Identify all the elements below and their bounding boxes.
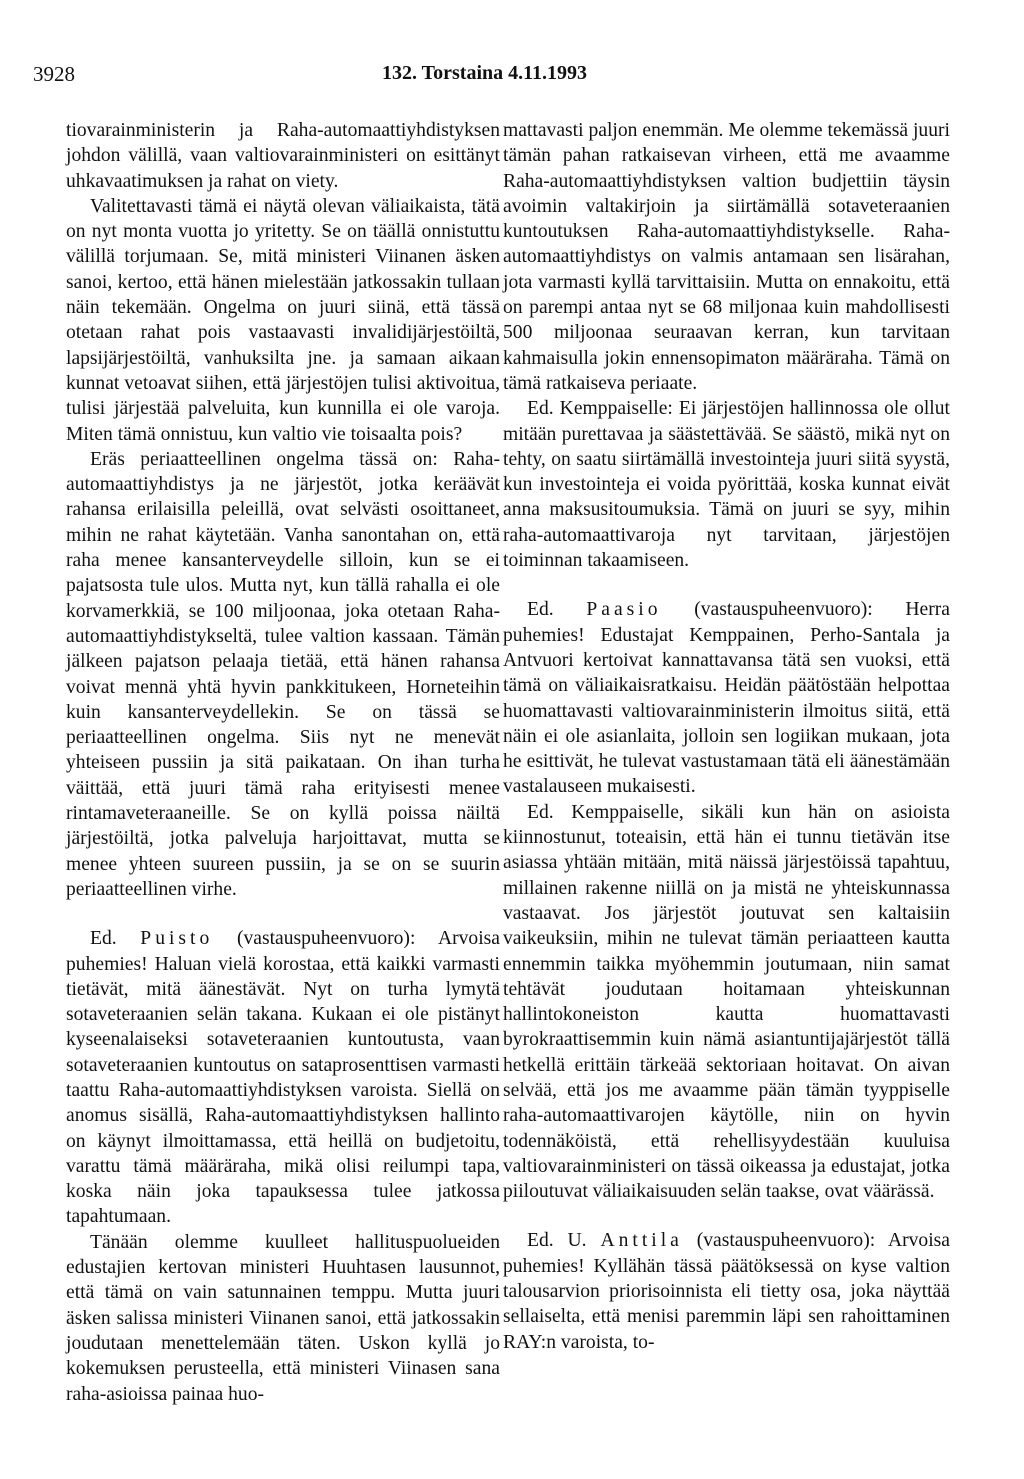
speech-text: (vastauspuheenvuoro): Herra puhemies! Edustajat Kemppainen, Perho-Santala ja Antvuori kertoivat kannattavansa tätä sen vuoksi, että tämä on väliaikaisratkaisu. Heidän päätöstään helpottaa huomattavasti valtiovarainministerin ilmoitus siitä, että näin ei ole asianlaita, jolloin sen logiikan mukaan, jota he esittivät, he tulevat vastustamaan tätä eli äänestämään vastalauseen mukaisesti.	[503, 599, 950, 798]
speech-text: (vastauspuheenvuoro): Arvoisa puhemies! Haluan vielä korostaa, että kaikki varmasti tietävät, mitä äänestävät. Nyt on turha lymytä sotaveteraanien selän takana. Kukaan ei ole pistänyt kyseenalaiseksi sotaveteraanien kuntoutusta, vaan sotaveteraanien kuntoutus on sataprosenttisen varmasti taattu Raha-automaattiyhdistyksen varoista. Siellä on anomus sisällä, Raha-automaattiyhdistyksen hallinto on käynyt ilmoittamassa, että heillä on budjetoitu, varattu tämä määräraha, mikä olisi reilumpi tapa, koska näin joka tapauksessa tulee jatkossa tapahtumaan.	[66, 928, 500, 1228]
left-column	[66, 118, 500, 1407]
paragraph: Eräs periaatteellinen ongelma tässä on: Raha-automaattiyhdistys ja ne järjestöt, jotka keräävät rahansa erilaisilla peleillä, ovat selvästi osoittaneet, mihin ne rahat käytetään. Vanha sanontahan on, että raha menee kansanterveydelle silloin, kun se ei pajatsosta tule ulos. Mutta nyt, kun tällä rahalla ei ole korvamerkkiä, se 100 miljoonaa, joka otetaan Raha-automaattiyhdistykseltä, tulee valtion kassaan. Tämän jälkeen pajatson pelaaja tietää, että hänen rahansa voivat mennä yhtä hyvin pankkitukeen, Horneteihin kuin kansanterveydellekin. Se on tässä se periaatteellinen ongelma. Siis nyt ne menevät yhteiseen pussiin ja sitä paikataan. On ihan turha väittää, että juuri tämä raha erityisesti menee rintamaveteraaneille. Se on kyllä poissa näiltä järjestöiltä, jotka palveluja harjoittavat, mutta se menee yhteen suureen pussiin, ja se on se suurin periaatteellinen virhe.	[66, 448, 500, 900]
speaker-prefix: Ed.	[90, 928, 117, 950]
speaker-name: Paasio	[586, 599, 662, 621]
speech-paragraph	[503, 597, 950, 799]
speaker-prefix: Ed.	[527, 599, 554, 621]
paragraph: Valitettavasti tämä ei näytä olevan väliaikaista, tätä on nyt monta vuotta jo yritetty. Se on täällä onnistuttu välillä torjumaan. Se, mitä ministeri Viinanen äsken sanoi, kertoo, että hänen mielestään jatkossakin tullaan näin tekemään. Ongelma on juuri siinä, että tässä otetaan rahat pois vastaavasti invalidijärjestöiltä, lapsijärjestöiltä, vanhuksilta jne. ja samaan aikaan kunnat vetoavat siihen, että järjestöjen tulisi aktivoitua, tulisi järjestää palveluita, kun kunnilla ei ole varoja. Miten tämä onnistuu, kun valtio vie toisaalta pois?	[66, 195, 500, 445]
right-column	[503, 118, 950, 1355]
speech-text: (vastauspuheenvuoro): Arvoisa puhemies! Kyllähän tässä päätöksessä on kyse valtion talousarvion priorisoinnista eli tietty osa, joka näyttää sellaiselta, että menisi paremmin läpi sen rahoittaminen RAY:n varoista, to-	[503, 1230, 950, 1353]
paragraph: Ed. Kemppaiselle, sikäli kun hän on asioista kiinnostunut, toteaisin, että hän ei tunnu tietävän itse asiassa yhtään mitään, mitä näissä järjestöissä tapahtuu, millainen rakenne niillä on ja mistä ne yhteiskunnassa vastaavat. Jos järjestöt joutuvat sen kaltaisiin vaikeuksiin, mihin ne tulevat tämän periaatteen kautta ennemmin taikka myöhemmin joutumaan, niin samat tehtävät joudutaan hoitamaan yhteiskunnan hallintokoneiston kautta huomattavasti byrokraattisemmin kuin nämä asiantuntijajärjestöt tällä hetkellä erittäin tärkeää sektoriaan hoitavat. On aivan selvää, että jos me avaamme pään tämän tyyppiselle raha-automaattivarojen käytölle, niin on hyvin todennäköistä, että rehellisyydestään kuuluisa valtiovarainministeri on tässä oikeassa ja edustajat, jotka piiloutuvat väliaikaisuuden selän taakse, ovat väärässä.	[503, 801, 950, 1203]
running-head: 132. Torstaina 4.11.1993	[382, 62, 588, 84]
speech-paragraph	[503, 1228, 950, 1354]
page-number: 3928	[33, 62, 75, 86]
paragraph: Ed. Kemppaiselle: Ei järjestöjen hallinnossa ole ollut mitään purettavaa ja säästettävää. Se säästö, mikä nyt on tehty, on saatu siirtämällä investointeja juuri siitä syystä, kun investointeja ei voida pyörittää, koska kunnat eivät anna maksusitoumuksia. Tämä on juuri se syy, mihin raha-automaattivaroja nyt tarvitaan, järjestöjen toiminnan takaamiseen.	[503, 398, 950, 572]
paragraph: mattavasti paljon enemmän. Me olemme tekemässä juuri tämän pahan ratkaisevan virheen, että me avaamme Raha-automaattiyhdistyksen valtion budjettiin täysin avoimin valtakirjoin ja siirtämällä sotaveteraanien kuntoutuksen Raha-automaattiyhdistykselle. Raha-automaattiyhdistys on valmis antamaan sen lisärahan, jota varmasti kyllä tarvittaisiin. Mutta on ennakoitu, että on parempi antaa nyt se 68 miljonaa kuin mahdollisesti 500 miljoonaa seuraavan kerran, kun tarvitaan kahmaisulla jokin ennensopimaton määräraha. Tämä on tämä ratkaiseva periaate.	[503, 120, 950, 394]
speaker-prefix: Ed. U.	[527, 1230, 587, 1252]
speaker-name: Anttila	[600, 1230, 683, 1252]
paragraph: tiovarainministerin ja Raha-automaattiyhdistyksen johdon välillä, vaan valtiovarainministeri on esittänyt uhkavaatimuksen ja rahat on viety.	[66, 120, 500, 192]
speaker-name: Puisto	[140, 928, 214, 950]
speech-paragraph	[66, 926, 500, 1230]
paragraph: Tänään olemme kuulleet hallituspuolueiden edustajien kertovan ministeri Huuhtasen lausunnot, että tämä on vain satunnainen temppu. Mutta juuri äsken salissa ministeri Viinanen sanoi, että jatkossakin joudutaan menettelemään täten. Uskon kyllä jo kokemuksen perusteella, että ministeri Viinasen sana raha-asioissa painaa huo-	[66, 1231, 500, 1405]
